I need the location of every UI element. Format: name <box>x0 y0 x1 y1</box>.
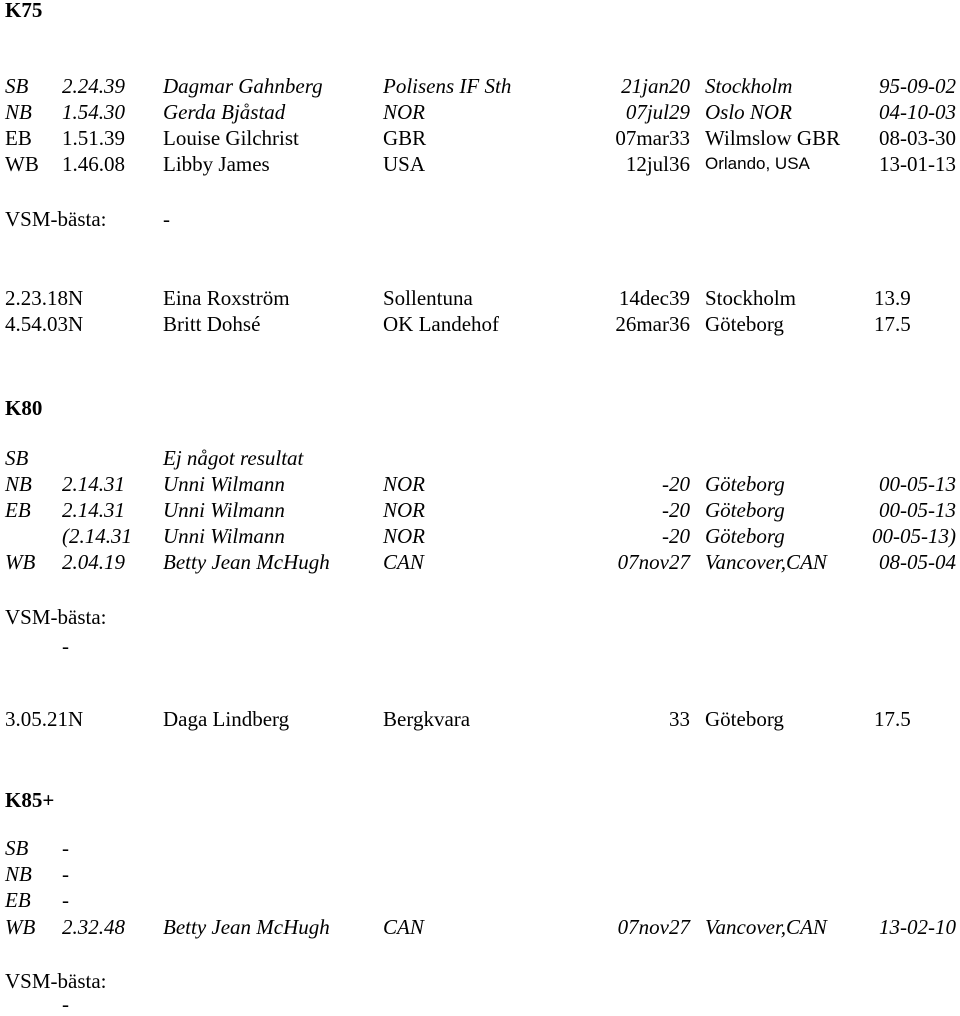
section-heading-k80: K80 <box>5 396 43 420</box>
record-type: EB <box>5 498 31 522</box>
place: Göteborg <box>705 498 785 522</box>
best-time: 3.05.21N <box>5 707 84 731</box>
place: Orlando, USA <box>705 154 810 173</box>
athlete-name: Libby James <box>163 152 270 176</box>
place: Vancover,CAN <box>705 915 827 939</box>
record-time: 1.54.30 <box>62 100 125 124</box>
athlete-name: Unni Wilmann <box>163 498 285 522</box>
record-type: SB <box>5 446 29 470</box>
club: GBR <box>383 126 427 150</box>
vsm-best-value: - <box>62 634 69 658</box>
athlete-name: Betty Jean McHugh <box>163 550 330 574</box>
record-type: WB <box>5 915 36 939</box>
record-value: - <box>62 888 69 912</box>
best-value: 17.5 <box>874 312 911 336</box>
birth-date: 07jul29 <box>625 100 690 124</box>
athlete-name: Dagmar Gahnberg <box>163 74 323 98</box>
birth-date: 14dec39 <box>618 286 690 310</box>
record-date: 00-05-13 <box>879 472 956 496</box>
best-time: 4.54.03N <box>5 312 84 336</box>
no-result-text: Ej något resultat <box>163 446 304 470</box>
birth-date: 21jan20 <box>621 74 690 98</box>
record-type: SB <box>5 836 29 860</box>
vsm-best-label: VSM-bästa: <box>5 969 107 993</box>
athlete-name: Eina Roxström <box>163 286 290 310</box>
club: CAN <box>383 550 424 574</box>
record-value: - <box>62 862 69 886</box>
club: NOR <box>383 100 425 124</box>
record-time: 2.32.48 <box>62 915 125 939</box>
section-heading-k75: K75 <box>5 0 43 22</box>
club: NOR <box>383 524 425 548</box>
place: Göteborg <box>705 472 785 496</box>
birth-date: -20 <box>662 498 690 522</box>
athlete-name: Louise Gilchrist <box>163 126 299 150</box>
record-date: 13-02-10 <box>879 915 956 939</box>
record-value: - <box>62 836 69 860</box>
vsm-best-label: VSM-bästa: <box>5 605 107 629</box>
birth-date: -20 <box>662 472 690 496</box>
record-time: 2.14.31 <box>62 472 125 496</box>
place: Göteborg <box>705 312 784 336</box>
record-time: 2.04.19 <box>62 550 125 574</box>
birth-date: -20 <box>662 524 690 548</box>
club: Sollentuna <box>383 286 473 310</box>
vsm-best-value: - <box>163 207 170 231</box>
birth-date: 07nov27 <box>617 550 690 574</box>
place: Göteborg <box>705 707 784 731</box>
record-date: 13-01-13 <box>879 152 956 176</box>
vsm-best-label: VSM-bästa: <box>5 207 107 231</box>
birth-date: 12jul36 <box>625 152 690 176</box>
record-time: 1.46.08 <box>62 152 125 176</box>
place: Wilmslow GBR <box>705 126 841 150</box>
record-type: EB <box>5 126 32 150</box>
best-value: 17.5 <box>874 707 911 731</box>
athlete-name: Daga Lindberg <box>163 707 290 731</box>
record-type: WB <box>5 152 39 176</box>
record-date: 00-05-13 <box>879 498 956 522</box>
athlete-name: Britt Dohsé <box>163 312 261 336</box>
club: Bergkvara <box>383 707 471 731</box>
birth-date: 07nov27 <box>617 915 690 939</box>
record-type: WB <box>5 550 36 574</box>
place: Oslo NOR <box>705 100 792 124</box>
club: NOR <box>383 498 425 522</box>
athlete-name: Unni Wilmann <box>163 472 285 496</box>
place: Stockholm <box>705 286 797 310</box>
record-time: 2.24.39 <box>62 74 125 98</box>
record-time: 2.14.31 <box>62 498 125 522</box>
record-type: NB <box>5 100 32 124</box>
record-date: 08-03-30 <box>879 126 956 150</box>
place: Vancover,CAN <box>705 550 827 574</box>
record-type: NB <box>5 472 32 496</box>
birth-date: 33 <box>669 707 690 731</box>
birth-date: 26mar36 <box>615 312 690 336</box>
club: Polisens IF Sth <box>383 74 512 98</box>
record-type: EB <box>5 888 31 912</box>
record-time: (2.14.31 <box>62 524 132 548</box>
athlete-name: Gerda Bjåstad <box>163 100 286 124</box>
birth-date: 07mar33 <box>615 126 690 150</box>
place: Göteborg <box>705 524 785 548</box>
athlete-name: Unni Wilmann <box>163 524 285 548</box>
section-heading-k85: K85+ <box>5 788 55 812</box>
vsm-best-value: - <box>62 992 69 1016</box>
record-date: 95-09-02 <box>879 74 956 98</box>
record-type: SB <box>5 74 29 98</box>
record-date: 08-05-04 <box>879 550 956 574</box>
club: CAN <box>383 915 424 939</box>
best-time: 2.23.18N <box>5 286 84 310</box>
place: Stockholm <box>705 74 793 98</box>
club: OK Landehof <box>383 312 500 336</box>
record-time: 1.51.39 <box>62 126 125 150</box>
record-date: 00-05-13) <box>872 524 956 548</box>
athlete-name: Betty Jean McHugh <box>163 915 330 939</box>
club: USA <box>383 152 426 176</box>
record-type: NB <box>5 862 32 886</box>
record-date: 04-10-03 <box>879 100 956 124</box>
best-value: 13.9 <box>874 286 911 310</box>
club: NOR <box>383 472 425 496</box>
